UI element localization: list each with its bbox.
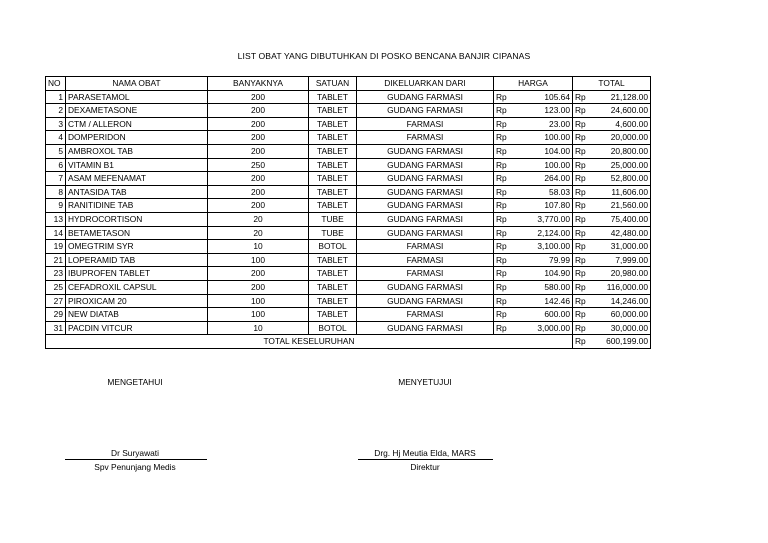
row-banyaknya: 20 — [208, 212, 309, 226]
row-harga-currency: Rp — [494, 226, 516, 240]
row-satuan: TABLET — [309, 117, 357, 131]
row-nama-obat: NEW DIATAB — [66, 308, 208, 322]
grand-total-label: TOTAL KESELURUHAN — [46, 335, 573, 349]
grand-total-row — [46, 335, 651, 349]
table-row — [46, 280, 651, 294]
table-row — [46, 158, 651, 172]
row-satuan: TABLET — [309, 199, 357, 213]
table-row — [46, 172, 651, 186]
table-row — [46, 104, 651, 118]
row-dikeluarkan-dari: FARMASI — [357, 117, 494, 131]
row-total-currency: Rp — [573, 90, 590, 104]
grand-total-value: 600,199.00 — [590, 335, 651, 349]
row-harga: 100.00 — [516, 131, 573, 145]
row-satuan: TABLET — [309, 90, 357, 104]
row-harga: 23.00 — [516, 117, 573, 131]
row-no: 7 — [46, 172, 66, 186]
row-satuan: BOTOL — [309, 240, 357, 254]
row-no: 6 — [46, 158, 66, 172]
row-dikeluarkan-dari: FARMASI — [357, 131, 494, 145]
row-total-currency: Rp — [573, 172, 590, 186]
row-harga-currency: Rp — [494, 280, 516, 294]
row-harga: 3,000.00 — [516, 321, 573, 335]
row-satuan: BOTOL — [309, 321, 357, 335]
row-satuan: TABLET — [309, 185, 357, 199]
row-no: 23 — [46, 267, 66, 281]
header-dikeluarkan-dari: DIKELUARKAN DARI — [357, 77, 494, 91]
row-total: 116,000.00 — [590, 280, 651, 294]
row-nama-obat: CTM / ALLERON — [66, 117, 208, 131]
row-harga: 100.00 — [516, 158, 573, 172]
row-total: 21,560.00 — [590, 199, 651, 213]
row-no: 21 — [46, 253, 66, 267]
row-harga-currency: Rp — [494, 144, 516, 158]
row-total: 42,480.00 — [590, 226, 651, 240]
row-harga-currency: Rp — [494, 253, 516, 267]
signature-right-name: Drg. Hj Meutia Elda, MARS — [374, 448, 476, 458]
row-total: 14,246.00 — [590, 294, 651, 308]
signature-left-role: Spv Penunjang Medis — [94, 462, 176, 472]
table-row — [46, 199, 651, 213]
row-dikeluarkan-dari: GUDANG FARMASI — [357, 172, 494, 186]
row-nama-obat: IBUPROFEN TABLET — [66, 267, 208, 281]
row-nama-obat: AMBROXOL TAB — [66, 144, 208, 158]
row-satuan: TUBE — [309, 226, 357, 240]
row-banyaknya: 100 — [208, 308, 309, 322]
row-banyaknya: 200 — [208, 185, 309, 199]
row-dikeluarkan-dari: FARMASI — [357, 308, 494, 322]
row-harga-currency: Rp — [494, 117, 516, 131]
row-no: 4 — [46, 131, 66, 145]
row-harga: 3,100.00 — [516, 240, 573, 254]
row-total-currency: Rp — [573, 212, 590, 226]
row-total: 20,000.00 — [590, 131, 651, 145]
table-row — [46, 267, 651, 281]
table-row — [46, 226, 651, 240]
row-satuan: TABLET — [309, 172, 357, 186]
row-nama-obat: ANTASIDA TAB — [66, 185, 208, 199]
row-no: 9 — [46, 199, 66, 213]
row-harga-currency: Rp — [494, 212, 516, 226]
document-title: LIST OBAT YANG DIBUTUHKAN DI POSKO BENCANA BANJIR CIPANAS — [237, 51, 531, 61]
row-total: 24,600.00 — [590, 104, 651, 118]
signature-right-line — [358, 459, 493, 460]
row-total: 11,606.00 — [590, 185, 651, 199]
table-row — [46, 90, 651, 104]
row-harga: 79.99 — [516, 253, 573, 267]
row-no: 1 — [46, 90, 66, 104]
table-row — [46, 212, 651, 226]
row-no: 27 — [46, 294, 66, 308]
row-nama-obat: DEXAMETASONE — [66, 104, 208, 118]
row-satuan: TABLET — [309, 294, 357, 308]
row-total: 20,980.00 — [590, 267, 651, 281]
row-harga: 580.00 — [516, 280, 573, 294]
row-banyaknya: 200 — [208, 131, 309, 145]
row-total-currency: Rp — [573, 240, 590, 254]
row-total: 52,800.00 — [590, 172, 651, 186]
row-total-currency: Rp — [573, 308, 590, 322]
row-dikeluarkan-dari: FARMASI — [357, 240, 494, 254]
row-total-currency: Rp — [573, 144, 590, 158]
row-dikeluarkan-dari: GUDANG FARMASI — [357, 280, 494, 294]
row-banyaknya: 200 — [208, 267, 309, 281]
row-total-currency: Rp — [573, 104, 590, 118]
row-total-currency: Rp — [573, 226, 590, 240]
row-no: 14 — [46, 226, 66, 240]
row-harga-currency: Rp — [494, 90, 516, 104]
row-dikeluarkan-dari: GUDANG FARMASI — [357, 185, 494, 199]
table-row — [46, 240, 651, 254]
row-banyaknya: 250 — [208, 158, 309, 172]
header-harga: HARGA — [494, 77, 573, 91]
row-harga: 3,770.00 — [516, 212, 573, 226]
row-nama-obat: PARASETAMOL — [66, 90, 208, 104]
table-row — [46, 131, 651, 145]
row-banyaknya: 10 — [208, 240, 309, 254]
row-total-currency: Rp — [573, 158, 590, 172]
header-satuan: SATUAN — [309, 77, 357, 91]
row-harga: 104.00 — [516, 144, 573, 158]
row-nama-obat: LOPERAMID TAB — [66, 253, 208, 267]
table-row — [46, 144, 651, 158]
row-nama-obat: HYDROCORTISON — [66, 212, 208, 226]
row-harga-currency: Rp — [494, 199, 516, 213]
row-dikeluarkan-dari: GUDANG FARMASI — [357, 212, 494, 226]
row-no: 31 — [46, 321, 66, 335]
row-banyaknya: 100 — [208, 294, 309, 308]
row-no: 29 — [46, 308, 66, 322]
header-banyaknya: BANYAKNYA — [208, 77, 309, 91]
row-harga-currency: Rp — [494, 172, 516, 186]
row-satuan: TABLET — [309, 253, 357, 267]
row-satuan: TABLET — [309, 158, 357, 172]
row-total: 31,000.00 — [590, 240, 651, 254]
row-dikeluarkan-dari: GUDANG FARMASI — [357, 226, 494, 240]
row-banyaknya: 100 — [208, 253, 309, 267]
row-total-currency: Rp — [573, 267, 590, 281]
row-satuan: TABLET — [309, 267, 357, 281]
row-total-currency: Rp — [573, 294, 590, 308]
row-dikeluarkan-dari: GUDANG FARMASI — [357, 158, 494, 172]
row-satuan: TABLET — [309, 280, 357, 294]
row-no: 3 — [46, 117, 66, 131]
row-total: 75,400.00 — [590, 212, 651, 226]
row-harga-currency: Rp — [494, 158, 516, 172]
row-banyaknya: 10 — [208, 321, 309, 335]
signature-right-heading: MENYETUJUI — [398, 377, 452, 387]
row-banyaknya: 200 — [208, 104, 309, 118]
row-harga-currency: Rp — [494, 267, 516, 281]
row-banyaknya: 200 — [208, 172, 309, 186]
row-no: 13 — [46, 212, 66, 226]
row-total: 20,800.00 — [590, 144, 651, 158]
row-banyaknya: 200 — [208, 199, 309, 213]
table-row — [46, 294, 651, 308]
medicine-table — [45, 76, 651, 349]
row-harga-currency: Rp — [494, 308, 516, 322]
row-harga: 123.00 — [516, 104, 573, 118]
row-banyaknya: 20 — [208, 226, 309, 240]
header-total: TOTAL — [573, 77, 651, 91]
row-harga: 104.90 — [516, 267, 573, 281]
row-harga: 2,124.00 — [516, 226, 573, 240]
row-satuan: TUBE — [309, 212, 357, 226]
row-nama-obat: RANITIDINE TAB — [66, 199, 208, 213]
row-total-currency: Rp — [573, 131, 590, 145]
row-harga-currency: Rp — [494, 104, 516, 118]
header-nama-obat: NAMA OBAT — [66, 77, 208, 91]
row-no: 25 — [46, 280, 66, 294]
table-body — [46, 90, 651, 335]
table-row — [46, 308, 651, 322]
row-total: 30,000.00 — [590, 321, 651, 335]
table-row — [46, 321, 651, 335]
row-harga-currency: Rp — [494, 321, 516, 335]
row-total: 25,000.00 — [590, 158, 651, 172]
table-row — [46, 117, 651, 131]
row-total: 7,999.00 — [590, 253, 651, 267]
header-no: NO — [46, 77, 66, 91]
row-harga-currency: Rp — [494, 240, 516, 254]
row-harga: 105.64 — [516, 90, 573, 104]
table-row — [46, 253, 651, 267]
row-dikeluarkan-dari: FARMASI — [357, 253, 494, 267]
row-nama-obat: ASAM MEFENAMAT — [66, 172, 208, 186]
row-dikeluarkan-dari: GUDANG FARMASI — [357, 90, 494, 104]
row-dikeluarkan-dari: GUDANG FARMASI — [357, 321, 494, 335]
row-nama-obat: DOMPERIDON — [66, 131, 208, 145]
signature-left-name: Dr Suryawati — [111, 448, 159, 458]
row-harga: 600.00 — [516, 308, 573, 322]
row-dikeluarkan-dari: GUDANG FARMASI — [357, 144, 494, 158]
row-harga-currency: Rp — [494, 294, 516, 308]
row-harga: 58.03 — [516, 185, 573, 199]
row-total-currency: Rp — [573, 117, 590, 131]
row-nama-obat: PACDIN VITCUR — [66, 321, 208, 335]
row-nama-obat: BETAMETASON — [66, 226, 208, 240]
signature-right-role: Direktur — [410, 462, 440, 472]
row-harga: 264.00 — [516, 172, 573, 186]
row-banyaknya: 200 — [208, 117, 309, 131]
row-no: 19 — [46, 240, 66, 254]
signature-left-heading: MENGETAHUI — [107, 377, 163, 387]
row-harga-currency: Rp — [494, 131, 516, 145]
signature-left-line — [65, 459, 207, 460]
row-no: 2 — [46, 104, 66, 118]
row-banyaknya: 200 — [208, 90, 309, 104]
row-total: 60,000.00 — [590, 308, 651, 322]
row-total-currency: Rp — [573, 280, 590, 294]
row-nama-obat: PIROXICAM 20 — [66, 294, 208, 308]
row-total-currency: Rp — [573, 199, 590, 213]
row-dikeluarkan-dari: GUDANG FARMASI — [357, 199, 494, 213]
row-banyaknya: 200 — [208, 280, 309, 294]
row-dikeluarkan-dari: FARMASI — [357, 267, 494, 281]
row-nama-obat: CEFADROXIL CAPSUL — [66, 280, 208, 294]
row-satuan: TABLET — [309, 308, 357, 322]
row-harga: 107.80 — [516, 199, 573, 213]
row-satuan: TABLET — [309, 104, 357, 118]
row-no: 8 — [46, 185, 66, 199]
table-header-row — [46, 77, 651, 91]
row-satuan: TABLET — [309, 144, 357, 158]
row-nama-obat: OMEGTRIM SYR — [66, 240, 208, 254]
row-total-currency: Rp — [573, 321, 590, 335]
row-satuan: TABLET — [309, 131, 357, 145]
row-banyaknya: 200 — [208, 144, 309, 158]
row-total-currency: Rp — [573, 185, 590, 199]
row-dikeluarkan-dari: GUDANG FARMASI — [357, 104, 494, 118]
row-harga: 142.46 — [516, 294, 573, 308]
row-total: 4,600.00 — [590, 117, 651, 131]
row-harga-currency: Rp — [494, 185, 516, 199]
row-nama-obat: VITAMIN B1 — [66, 158, 208, 172]
row-dikeluarkan-dari: GUDANG FARMASI — [357, 294, 494, 308]
table-row — [46, 185, 651, 199]
row-total-currency: Rp — [573, 253, 590, 267]
grand-total-currency: Rp — [573, 335, 590, 349]
row-no: 5 — [46, 144, 66, 158]
row-total: 21,128.00 — [590, 90, 651, 104]
